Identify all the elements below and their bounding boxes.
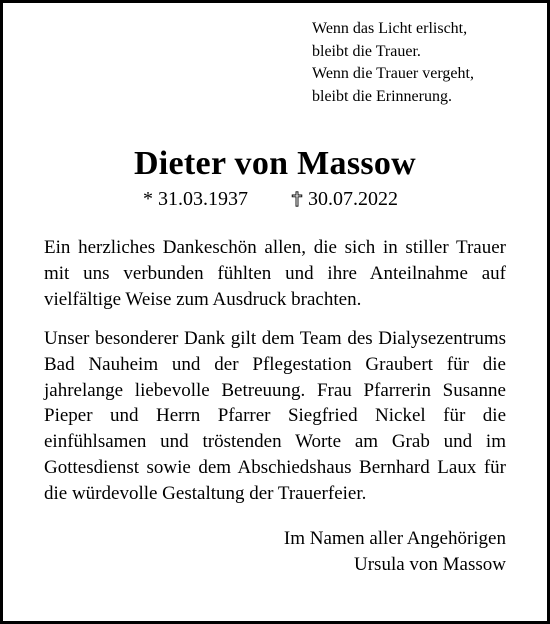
poem-line: bleibt die Trauer. xyxy=(312,42,421,60)
poem-line: bleibt die Erinnerung. xyxy=(312,87,452,105)
signature-name: Ursula von Massow xyxy=(354,553,506,575)
deceased-name: Dieter von Massow xyxy=(133,145,417,182)
poem-line: Wenn die Trauer vergeht, xyxy=(312,65,474,82)
signature-line-family: Im Namen aller Angehörigen xyxy=(283,528,506,549)
death-date-line xyxy=(291,186,398,214)
poem-line: Wenn das Licht erlischt, xyxy=(312,20,468,37)
cross-icon xyxy=(291,188,303,214)
birth-date: * 31.03.1937 xyxy=(143,188,248,210)
special-thanks-paragraph: Unser besonderer Dank gilt dem Team des Dialysezentrums Bad Nauheim und der Pflegestation Graubert für die jahrelange liebevolle Betreuung. Frau Pfarrerin Susanne Pieper und Herrn Pfarrer Siegfried Nickel für die einfühlsamen und tröstenden Worte am Grab und im Gottesdienst sowie dem Abschiedshaus Bernhard Laux für die würdevolle Gestaltung der Trauerfeier. xyxy=(44,328,506,504)
thanks-paragraph: Ein herzliches Dankeschön allen, die sich in stiller Trauer mit uns verbunden fühlten und ihre Anteilnahme auf vielfältige Weise zum Ausdruck brachten. xyxy=(44,237,506,310)
poem xyxy=(312,18,474,108)
signature xyxy=(284,526,506,578)
death-date: 30.07.2022 xyxy=(308,188,398,210)
